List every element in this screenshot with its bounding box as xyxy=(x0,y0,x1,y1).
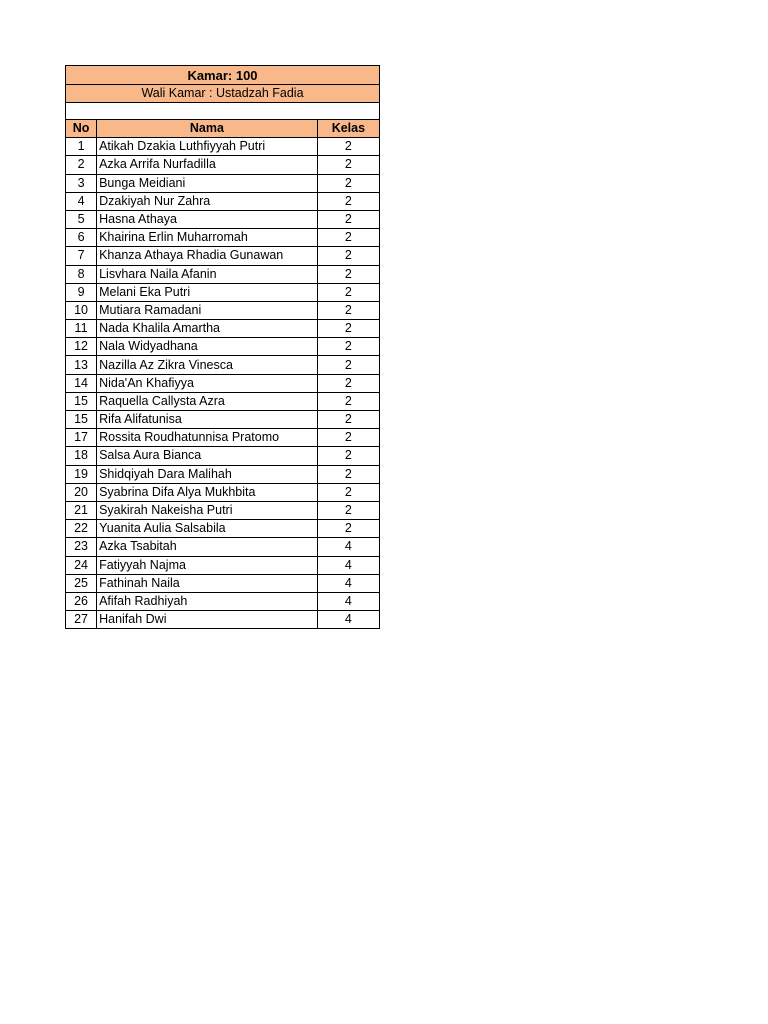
cell-no: 8 xyxy=(66,265,97,283)
cell-no: 4 xyxy=(66,192,97,210)
cell-kelas: 2 xyxy=(317,192,379,210)
table-row xyxy=(66,192,380,210)
table-row xyxy=(66,174,380,192)
room-title-row xyxy=(66,66,380,85)
wali-kamar-label: Wali Kamar : Ustadzah Fadia xyxy=(66,85,380,103)
cell-kelas: 4 xyxy=(317,611,379,629)
table-row xyxy=(66,392,380,410)
table-row xyxy=(66,265,380,283)
table-row xyxy=(66,283,380,301)
cell-kelas: 2 xyxy=(317,174,379,192)
blank-row xyxy=(66,103,380,120)
cell-no: 7 xyxy=(66,247,97,265)
table-row xyxy=(66,210,380,228)
cell-nama: Atikah Dzakia Luthfiyyah Putri xyxy=(97,138,318,156)
cell-nama: Nida'An Khafiyya xyxy=(97,374,318,392)
cell-nama: Salsa Aura Bianca xyxy=(97,447,318,465)
cell-no: 9 xyxy=(66,283,97,301)
roster-body xyxy=(66,138,380,629)
table-row xyxy=(66,356,380,374)
cell-nama: Nala Widyadhana xyxy=(97,338,318,356)
table-row xyxy=(66,465,380,483)
cell-nama: Hanifah Dwi xyxy=(97,611,318,629)
cell-nama: Nada Khalila Amartha xyxy=(97,320,318,338)
table-row xyxy=(66,501,380,519)
cell-kelas: 2 xyxy=(317,501,379,519)
cell-nama: Yuanita Aulia Salsabila xyxy=(97,520,318,538)
table-row xyxy=(66,611,380,629)
cell-nama: Mutiara Ramadani xyxy=(97,301,318,319)
cell-kelas: 4 xyxy=(317,556,379,574)
cell-kelas: 2 xyxy=(317,447,379,465)
table-row xyxy=(66,338,380,356)
wali-row xyxy=(66,85,380,103)
table-row xyxy=(66,447,380,465)
cell-kelas: 2 xyxy=(317,374,379,392)
room-title: Kamar: 100 xyxy=(66,66,380,85)
table-row xyxy=(66,520,380,538)
cell-no: 26 xyxy=(66,592,97,610)
table-row xyxy=(66,247,380,265)
cell-no: 22 xyxy=(66,520,97,538)
cell-nama: Raquella Callysta Azra xyxy=(97,392,318,410)
cell-no: 18 xyxy=(66,447,97,465)
table-row xyxy=(66,138,380,156)
cell-no: 1 xyxy=(66,138,97,156)
cell-kelas: 4 xyxy=(317,592,379,610)
cell-kelas: 2 xyxy=(317,483,379,501)
roster-table xyxy=(65,65,380,629)
table-row xyxy=(66,156,380,174)
cell-kelas: 2 xyxy=(317,210,379,228)
cell-nama: Nazilla Az Zikra Vinesca xyxy=(97,356,318,374)
cell-kelas: 2 xyxy=(317,320,379,338)
cell-nama: Fathinah Naila xyxy=(97,574,318,592)
cell-kelas: 2 xyxy=(317,247,379,265)
cell-kelas: 2 xyxy=(317,265,379,283)
column-header-row xyxy=(66,120,380,138)
cell-no: 27 xyxy=(66,611,97,629)
blank-cell xyxy=(66,103,380,120)
cell-no: 3 xyxy=(66,174,97,192)
cell-kelas: 2 xyxy=(317,356,379,374)
cell-no: 12 xyxy=(66,338,97,356)
table-row xyxy=(66,429,380,447)
table-row xyxy=(66,301,380,319)
cell-no: 2 xyxy=(66,156,97,174)
table-row xyxy=(66,320,380,338)
cell-kelas: 2 xyxy=(317,338,379,356)
cell-no: 6 xyxy=(66,229,97,247)
cell-nama: Bunga Meidiani xyxy=(97,174,318,192)
cell-nama: Melani Eka Putri xyxy=(97,283,318,301)
cell-no: 14 xyxy=(66,374,97,392)
header-kelas: Kelas xyxy=(317,120,379,138)
cell-nama: Shidqiyah Dara Malihah xyxy=(97,465,318,483)
cell-no: 25 xyxy=(66,574,97,592)
cell-nama: Afifah Radhiyah xyxy=(97,592,318,610)
cell-no: 17 xyxy=(66,429,97,447)
cell-nama: Azka Arrifa Nurfadilla xyxy=(97,156,318,174)
cell-kelas: 2 xyxy=(317,229,379,247)
cell-kelas: 4 xyxy=(317,574,379,592)
cell-nama: Azka Tsabitah xyxy=(97,538,318,556)
cell-no: 5 xyxy=(66,210,97,228)
cell-nama: Dzakiyah Nur Zahra xyxy=(97,192,318,210)
cell-no: 20 xyxy=(66,483,97,501)
cell-kelas: 2 xyxy=(317,138,379,156)
cell-nama: Rossita Roudhatunnisa Pratomo xyxy=(97,429,318,447)
cell-no: 23 xyxy=(66,538,97,556)
cell-kelas: 2 xyxy=(317,301,379,319)
cell-nama: Hasna Athaya xyxy=(97,210,318,228)
cell-no: 15 xyxy=(66,411,97,429)
cell-nama: Khairina Erlin Muharromah xyxy=(97,229,318,247)
cell-nama: Rifa Alifatunisa xyxy=(97,411,318,429)
cell-no: 19 xyxy=(66,465,97,483)
table-row xyxy=(66,229,380,247)
cell-nama: Khanza Athaya Rhadia Gunawan xyxy=(97,247,318,265)
cell-no: 13 xyxy=(66,356,97,374)
room-roster-sheet xyxy=(65,65,380,629)
cell-kelas: 2 xyxy=(317,411,379,429)
table-row xyxy=(66,483,380,501)
cell-nama: Fatiyyah Najma xyxy=(97,556,318,574)
table-row xyxy=(66,556,380,574)
cell-kelas: 2 xyxy=(317,465,379,483)
table-row xyxy=(66,374,380,392)
cell-no: 11 xyxy=(66,320,97,338)
cell-no: 21 xyxy=(66,501,97,519)
cell-nama: Syabrina Difa Alya Mukhbita xyxy=(97,483,318,501)
cell-nama: Lisvhara Naila Afanin xyxy=(97,265,318,283)
table-row xyxy=(66,538,380,556)
cell-kelas: 2 xyxy=(317,283,379,301)
cell-no: 10 xyxy=(66,301,97,319)
cell-kelas: 2 xyxy=(317,392,379,410)
cell-kelas: 2 xyxy=(317,429,379,447)
table-row xyxy=(66,592,380,610)
header-no: No xyxy=(66,120,97,138)
cell-no: 15 xyxy=(66,392,97,410)
table-row xyxy=(66,411,380,429)
cell-nama: Syakirah Nakeisha Putri xyxy=(97,501,318,519)
table-row xyxy=(66,574,380,592)
cell-kelas: 2 xyxy=(317,520,379,538)
cell-no: 24 xyxy=(66,556,97,574)
cell-kelas: 2 xyxy=(317,156,379,174)
header-nama: Nama xyxy=(97,120,318,138)
cell-kelas: 4 xyxy=(317,538,379,556)
